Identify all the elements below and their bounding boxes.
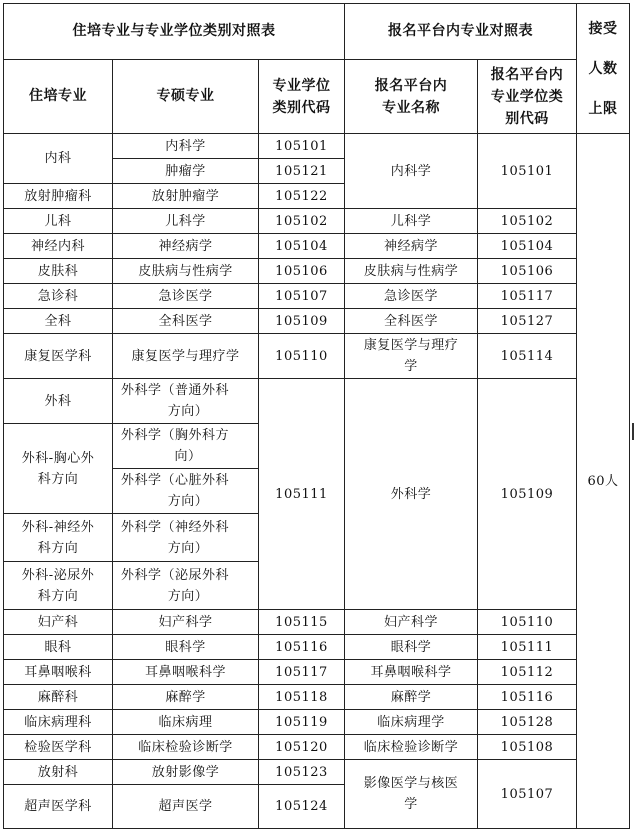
platform-name: 儿科学: [345, 209, 478, 234]
accept-value: 60人: [577, 134, 630, 829]
training-specialty: 放射肿瘤科: [4, 184, 113, 209]
header-master-specialty: 专硕专业: [113, 60, 259, 134]
table-row: [4, 735, 630, 760]
master-specialty: 临床病理: [113, 710, 259, 735]
platform-code: 105101: [478, 134, 577, 209]
platform-code: 105107: [478, 760, 577, 829]
degree-code: 105122: [259, 184, 345, 209]
degree-code: 105123: [259, 760, 345, 785]
master-specialty: 超声医学: [113, 785, 259, 829]
degree-code: 105110: [259, 334, 345, 379]
platform-name: 皮肤病与性病学: [345, 259, 478, 284]
training-specialty: 全科: [4, 309, 113, 334]
degree-code: 105115: [259, 610, 345, 635]
platform-code: 105104: [478, 234, 577, 259]
training-specialty: 外科-胸心外 科方向: [4, 424, 113, 514]
master-specialty: 外科学（胸外科方 向）: [113, 424, 259, 469]
master-specialty: 儿科学: [113, 209, 259, 234]
specialty-mapping-table: [3, 3, 630, 829]
platform-code: 105111: [478, 635, 577, 660]
table-row: [4, 334, 630, 379]
degree-code: 105117: [259, 660, 345, 685]
platform-code: 105117: [478, 284, 577, 309]
platform-name: 临床检验诊断学: [345, 735, 478, 760]
degree-code: 105124: [259, 785, 345, 829]
master-specialty: 皮肤病与性病学: [113, 259, 259, 284]
training-specialty: 麻醉科: [4, 685, 113, 710]
platform-code: 105110: [478, 610, 577, 635]
degree-code: 105121: [259, 159, 345, 184]
table-row: [4, 309, 630, 334]
header-accept-limit: 接受 人数 上限: [577, 4, 630, 134]
platform-code: 105116: [478, 685, 577, 710]
training-specialty: 外科-神经外 科方向: [4, 514, 113, 562]
table-row: [4, 660, 630, 685]
master-specialty: 康复医学与理疗学: [113, 334, 259, 379]
master-specialty: 内科学: [113, 134, 259, 159]
degree-code: 105120: [259, 735, 345, 760]
table-row: [4, 234, 630, 259]
training-specialty: 神经内科: [4, 234, 113, 259]
table-row: [4, 760, 630, 785]
master-specialty: 外科学（神经外科 方向）: [113, 514, 259, 562]
platform-name: 眼科学: [345, 635, 478, 660]
master-specialty: 肿瘤学: [113, 159, 259, 184]
training-specialty: 内科: [4, 134, 113, 184]
degree-code: 105119: [259, 710, 345, 735]
table-row: [4, 209, 630, 234]
platform-code: 105102: [478, 209, 577, 234]
training-specialty: 检验医学科: [4, 735, 113, 760]
platform-name: 影像医学与核医 学: [345, 760, 478, 829]
table-row: [4, 259, 630, 284]
degree-code: 105107: [259, 284, 345, 309]
platform-name: 耳鼻咽喉科学: [345, 660, 478, 685]
degree-code: 105118: [259, 685, 345, 710]
training-specialty: 放射科: [4, 760, 113, 785]
training-specialty: 康复医学科: [4, 334, 113, 379]
master-specialty: 妇产科学: [113, 610, 259, 635]
platform-name: 急诊医学: [345, 284, 478, 309]
header-degree-code: 专业学位 类别代码: [259, 60, 345, 134]
platform-name: 神经病学: [345, 234, 478, 259]
platform-code: 105106: [478, 259, 577, 284]
degree-code: 105116: [259, 635, 345, 660]
degree-code: 105101: [259, 134, 345, 159]
degree-code: 105111: [259, 379, 345, 610]
training-specialty: 超声医学科: [4, 785, 113, 829]
master-specialty: 临床检验诊断学: [113, 735, 259, 760]
platform-code: 105114: [478, 334, 577, 379]
master-specialty: 外科学（心脏外科 方向）: [113, 469, 259, 514]
master-specialty: 急诊医学: [113, 284, 259, 309]
platform-name: 全科医学: [345, 309, 478, 334]
header-group-platform: 报名平台内专业对照表: [345, 4, 577, 60]
platform-name: 妇产科学: [345, 610, 478, 635]
master-specialty: 耳鼻咽喉科学: [113, 660, 259, 685]
degree-code: 105102: [259, 209, 345, 234]
platform-code: 105112: [478, 660, 577, 685]
training-specialty: 妇产科: [4, 610, 113, 635]
degree-code: 105109: [259, 309, 345, 334]
table-row: [4, 635, 630, 660]
platform-name: 内科学: [345, 134, 478, 209]
master-specialty: 外科学（普通外科 方向）: [113, 379, 259, 424]
degree-code: 105106: [259, 259, 345, 284]
training-specialty: 外科-泌尿外 科方向: [4, 562, 113, 610]
degree-code: 105104: [259, 234, 345, 259]
master-specialty: 麻醉学: [113, 685, 259, 710]
training-specialty: 外科: [4, 379, 113, 424]
header-group-training: 住培专业与专业学位类别对照表: [4, 4, 345, 60]
training-specialty: 皮肤科: [4, 259, 113, 284]
training-specialty: 儿科: [4, 209, 113, 234]
platform-code: 105108: [478, 735, 577, 760]
master-specialty: 神经病学: [113, 234, 259, 259]
training-specialty: 临床病理科: [4, 710, 113, 735]
master-specialty: 放射影像学: [113, 760, 259, 785]
table-row: [4, 610, 630, 635]
table-row: [4, 685, 630, 710]
table-row: [4, 284, 630, 309]
platform-name: 麻醉学: [345, 685, 478, 710]
header-platform-code: 报名平台内 专业学位类 别代码: [478, 60, 577, 134]
platform-code: 105128: [478, 710, 577, 735]
master-specialty: 全科医学: [113, 309, 259, 334]
header-training-specialty: 住培专业: [4, 60, 113, 134]
master-specialty: 眼科学: [113, 635, 259, 660]
platform-name: 外科学: [345, 379, 478, 610]
table-row: [4, 379, 630, 424]
master-specialty: 外科学（泌尿外科 方向）: [113, 562, 259, 610]
header-platform-name: 报名平台内 专业名称: [345, 60, 478, 134]
platform-code: 105109: [478, 379, 577, 610]
platform-name: 康复医学与理疗 学: [345, 334, 478, 379]
table-row: [4, 710, 630, 735]
platform-code: 105127: [478, 309, 577, 334]
group-header-row: [4, 4, 630, 60]
master-specialty: 放射肿瘤学: [113, 184, 259, 209]
column-header-row: [4, 60, 630, 134]
training-specialty: 眼科: [4, 635, 113, 660]
training-specialty: 耳鼻咽喉科: [4, 660, 113, 685]
table-row: [4, 134, 630, 159]
training-specialty: 急诊科: [4, 284, 113, 309]
platform-name: 临床病理学: [345, 710, 478, 735]
